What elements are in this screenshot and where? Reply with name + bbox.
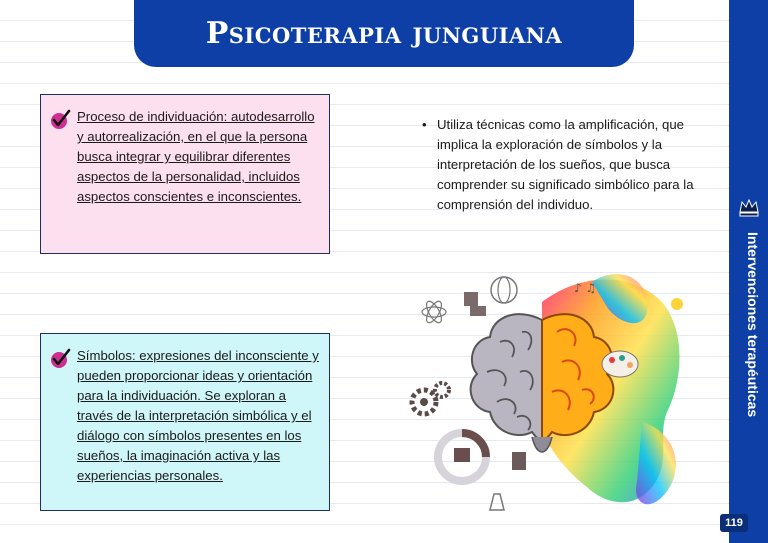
list-item: • Utiliza técnicas como la amplificación, que implica la exploración de símbolos y la interpretación de los sueños, que busca comprender su significado simbólico para la comprensión del individuo. — [422, 115, 712, 215]
crown-emblem-icon — [736, 194, 762, 220]
section-label: Intervenciones terapéuticas — [745, 232, 761, 418]
title-banner — [134, 0, 634, 67]
symbols-text: Símbolos: expresiones del inconsciente y pueden proporcionar ideas y orientación para la individuación. Se exploran a través de la interpretación simbólica y el diálogo con símbolos presentes en los sueños, la imaginación activa y las experiencias personales. — [77, 348, 319, 483]
checkmark-icon — [49, 109, 71, 131]
symbols-card — [40, 333, 330, 511]
page-title: Psicoterapia junguiana — [205, 16, 563, 51]
page-number: 119 — [720, 514, 748, 532]
svg-text:♪ ♫: ♪ ♫ — [574, 281, 597, 295]
individuation-card — [40, 94, 330, 254]
technique-list — [422, 115, 712, 215]
brain-left-right-icon — [392, 262, 692, 537]
checkmark-icon — [49, 348, 71, 370]
individuation-text: Proceso de individuación: autodesarrollo y autorrealización, en el que la persona busca integrar y equilibrar diferentes aspectos de la personalidad, incluidos aspectos conscientes e inconscientes. — [77, 109, 315, 204]
